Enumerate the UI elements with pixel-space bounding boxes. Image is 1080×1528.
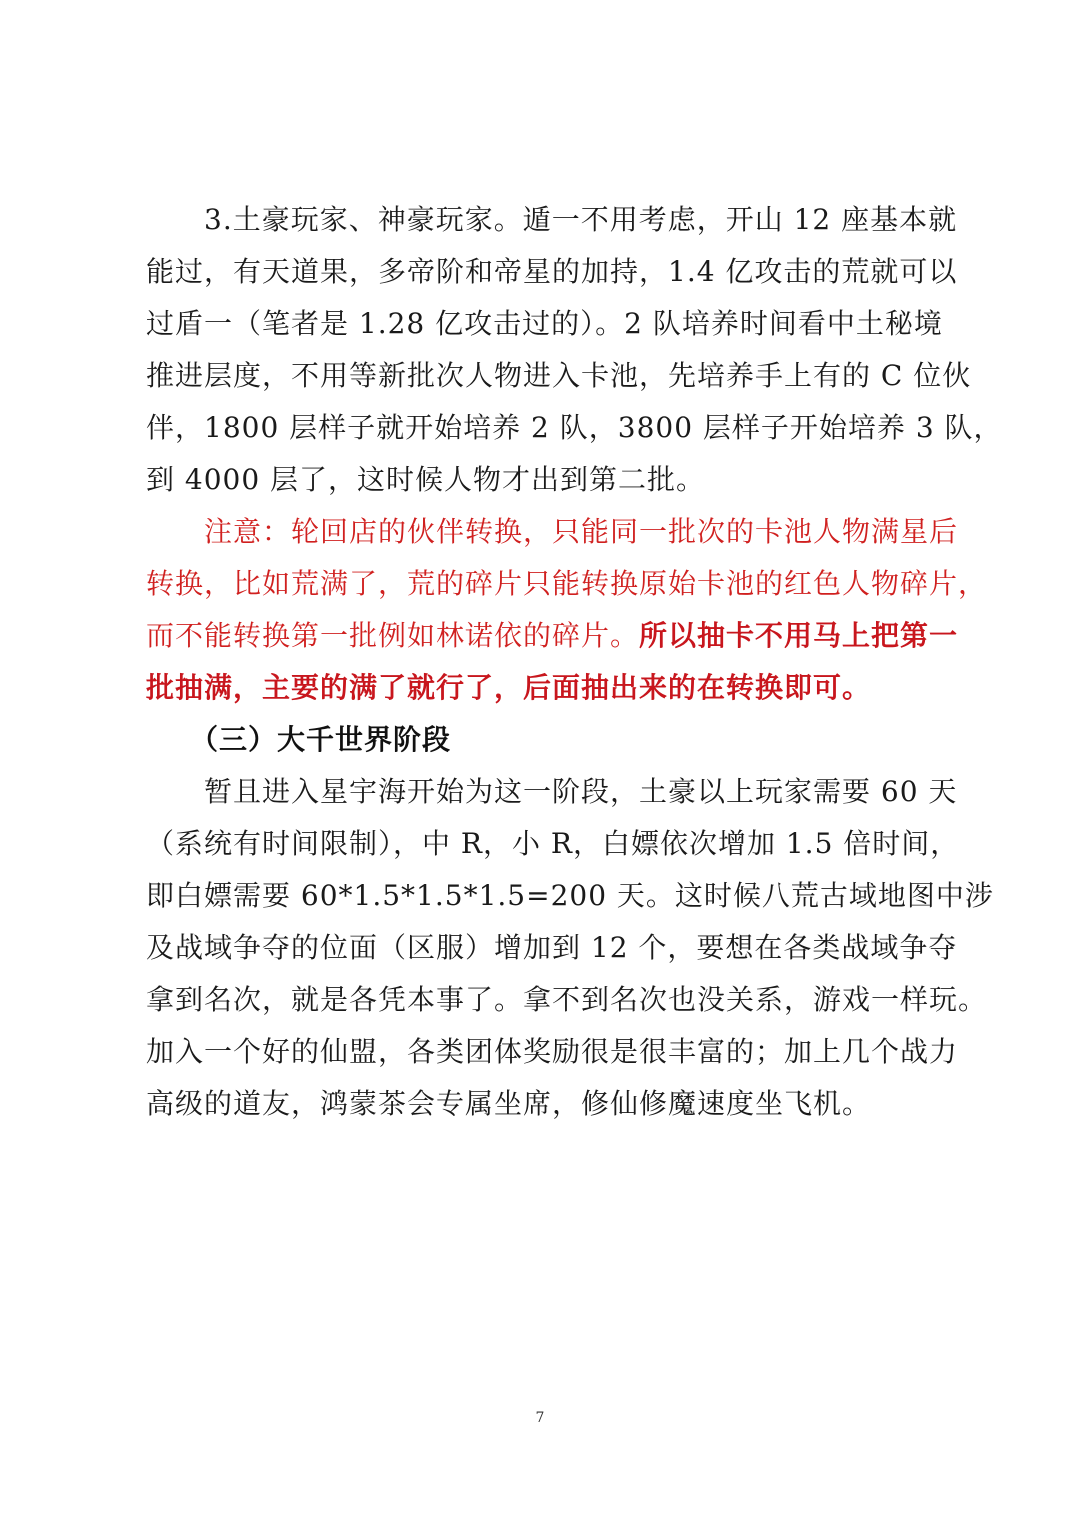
section-heading: （三）大千世界阶段 xyxy=(146,723,452,756)
paragraph-line: 加入一个好的仙盟，各类团体奖励很是很丰富的；加上几个战力 xyxy=(146,1035,959,1068)
paragraph-line: 高级的道友，鸿蒙茶会专属坐席，修仙修魔速度坐飞机。 xyxy=(146,1087,872,1120)
note-text: 而不能转换第一批例如林诺依的碎片。 xyxy=(146,619,640,652)
note-line: 注意：轮回店的伙伴转换，只能同一批次的卡池人物满星后 xyxy=(146,515,959,548)
paragraph-line: 过盾一（笔者是 1.28 亿攻击过的）。2 队培养时间看中土秘境 xyxy=(146,307,943,340)
paragraph-line: 能过，有天道果，多帝阶和帝星的加持，1.4 亿攻击的荒就可以 xyxy=(146,255,958,288)
paragraph-line: 伴，1800 层样子就开始培养 2 队，3800 层样子开始培养 3 队， xyxy=(146,411,1003,444)
paragraph-line: （系统有时间限制），中 R，小 R，白嫖依次增加 1.5 倍时间， xyxy=(146,827,960,860)
paragraph-line: 到 4000 层了，这时候人物才出到第二批。 xyxy=(146,463,706,496)
note-emphasis: 所以抽卡不用马上把第一 xyxy=(639,619,959,652)
paragraph-line: 暂且进入星宇海开始为这一阶段，土豪以上玩家需要 60 天 xyxy=(146,775,958,808)
paragraph-great-world-stage xyxy=(146,766,994,1130)
note-paragraph xyxy=(146,506,988,714)
page-number: 7 xyxy=(535,1410,545,1426)
paragraph-tycoon-players xyxy=(146,194,1003,506)
paragraph-line: 3.土豪玩家、神豪玩家。遁一不用考虑，开山 12 座基本就 xyxy=(146,203,958,236)
document-page xyxy=(146,194,1003,1130)
note-emphasis-line: 批抽满，主要的满了就行了，后面抽出来的在转换即可。 xyxy=(146,671,872,704)
note-line-mixed xyxy=(146,610,959,662)
paragraph-line: 即白嫖需要 60*1.5*1.5*1.5=200 天。这时候八荒古域地图中涉 xyxy=(146,879,994,912)
paragraph-line: 推进层度，不用等新批次人物进入卡池，先培养手上有的 C 位伙 xyxy=(146,359,972,392)
paragraph-line: 及战域争夺的位面（区服）增加到 12 个，要想在各类战域争夺 xyxy=(146,931,958,964)
paragraph-line: 拿到名次，就是各凭本事了。拿不到名次也没关系，游戏一样玩。 xyxy=(146,983,988,1016)
note-line: 转换，比如荒满了，荒的碎片只能转换原始卡池的红色人物碎片， xyxy=(146,567,988,600)
